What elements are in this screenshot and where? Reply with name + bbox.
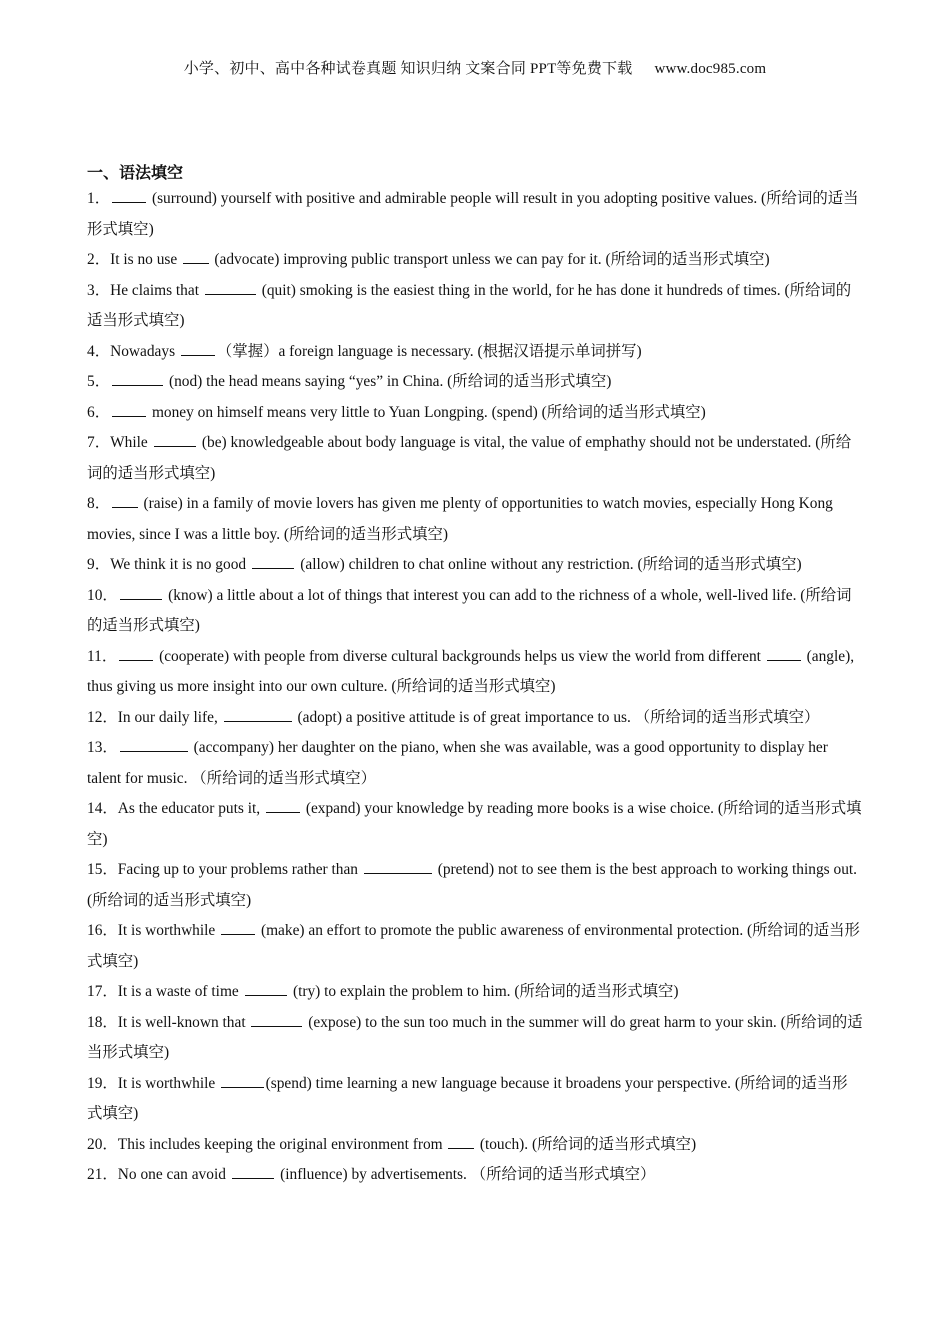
question-number: 10．	[87, 586, 118, 604]
answer-blank[interactable]	[183, 249, 209, 264]
question-text-after-blank: (cooperate) with people from diverse cultural backgrounds helps us view the world from different	[155, 647, 765, 665]
question-text-after-blank: (surround) yourself with positive and admirable people will result in you adopting positive values. (所给词的适当形式填空)	[87, 190, 859, 238]
question-text-after-blank: (nod) the head means saying “yes” in China. (所给词的适当形式填空)	[165, 373, 612, 390]
answer-blank[interactable]	[252, 554, 295, 569]
question-item	[87, 794, 863, 855]
question-item	[87, 428, 863, 489]
question-text-before-blank: In our daily life,	[117, 708, 222, 726]
question-number: 11．	[87, 647, 118, 665]
question-text-before-blank: It is worthwhile	[117, 922, 220, 939]
answer-blank[interactable]	[224, 707, 292, 722]
question-text-before-blank: This includes keeping the original environment from	[117, 1135, 447, 1153]
answer-blank[interactable]	[112, 371, 163, 386]
question-number: 15．	[87, 861, 118, 878]
question-item	[87, 1069, 863, 1130]
answer-blank[interactable]	[221, 920, 255, 935]
question-number: 2．	[87, 251, 111, 268]
answer-blank[interactable]	[119, 646, 153, 661]
question-item	[87, 550, 863, 581]
question-item	[87, 184, 863, 245]
answer-blank[interactable]	[245, 981, 288, 996]
question-text-after-blank: (be) knowledgeable about body language is vital, the value of emphathy should not be understated. (所给词的适当形式填空)	[87, 434, 852, 482]
question-text-before-blank: He claims that	[110, 281, 203, 299]
question-number: 9．	[87, 556, 111, 573]
question-item	[87, 337, 863, 368]
question-number: 1．	[87, 190, 111, 207]
question-item	[87, 642, 863, 703]
question-number: 14．	[87, 800, 118, 817]
question-number: 8．	[87, 495, 111, 512]
question-number: 18．	[87, 1013, 118, 1031]
answer-blank[interactable]	[448, 1134, 474, 1149]
question-number: 20．	[87, 1135, 118, 1153]
question-item	[87, 1008, 863, 1069]
question-text-after-blank: (touch). (所给词的适当形式填空)	[475, 1135, 697, 1153]
header-site-link[interactable]: www.doc985.com	[654, 61, 767, 77]
question-item	[87, 855, 863, 916]
question-number: 12．	[87, 708, 118, 726]
answer-blank[interactable]	[232, 1164, 275, 1179]
question-text-after-blank: money on himself means very little to Yuan Longping. (spend) (所给词的适当形式填空)	[148, 403, 706, 421]
question-number: 6．	[87, 403, 111, 421]
question-number: 16．	[87, 922, 118, 939]
question-number: 13．	[87, 739, 118, 756]
answer-blank[interactable]	[251, 1012, 302, 1027]
question-item	[87, 245, 863, 276]
question-text-before-blank: While	[110, 434, 152, 451]
question-text-before-blank: No one can avoid	[117, 1166, 230, 1183]
answer-blank[interactable]	[181, 341, 215, 356]
question-text-after-blank: (spend) time learning a new language because it broadens your perspective. (所给词的适当形式填空)	[87, 1074, 848, 1122]
question-list	[87, 184, 863, 1191]
question-number: 7．	[87, 434, 111, 451]
question-text-before-blank: It is well-known that	[117, 1013, 250, 1031]
question-item	[87, 489, 863, 550]
question-number: 17．	[87, 983, 118, 1000]
question-text-after-blank: (adopt) a positive attitude is of great importance to us. （所给词的适当形式填空）	[293, 708, 820, 726]
question-item	[87, 1160, 863, 1191]
question-text-after-blank: (expose) to the sun too much in the summer will do great harm to your skin. (所给词的适当形式填空)	[87, 1013, 863, 1061]
question-text-after-blank: (quit) smoking is the easiest thing in the world, for he has done it hundreds of times. (所给词的适当形式填空)	[87, 281, 852, 329]
question-item	[87, 1130, 863, 1161]
answer-blank[interactable]	[154, 432, 197, 447]
question-text-after-blank: (try) to explain the problem to him. (所给词的适当形式填空)	[289, 983, 679, 1000]
question-text-after-blank: (advocate) improving public transport unless we can pay for it. (所给词的适当形式填空)	[210, 251, 770, 268]
question-item	[87, 916, 863, 977]
answer-blank[interactable]	[767, 646, 801, 661]
question-text-after-blank: (know) a little about a lot of things that interest you can add to the richness of a whole, well-lived life. (所给词的适当形式填空)	[87, 586, 852, 634]
answer-blank[interactable]	[266, 798, 300, 813]
question-text-after-blank: (allow) children to chat online without any restriction. (所给词的适当形式填空)	[296, 556, 802, 573]
question-text-after-blank: (raise) in a family of movie lovers has given me plenty of opportunities to watch movies, especially Hong Kong movies, since I was a little boy. (所给词的适当形式填空)	[87, 495, 833, 543]
question-text-after-blank: (expand) your knowledge by reading more books is a wise choice. (所给词的适当形式填空)	[87, 800, 862, 848]
answer-blank[interactable]	[112, 188, 146, 203]
answer-blank[interactable]	[120, 737, 188, 752]
header-text: 小学、初中、高中各种试卷真题 知识归纳 文案合同 PPT等免费下载	[183, 61, 633, 77]
question-number: 5．	[87, 373, 111, 390]
question-text-after-blank: (accompany) her daughter on the piano, when she was available, was a good opportunity to display her talent for music. （所给词的适当形式填空）	[87, 739, 828, 787]
question-text-before-blank: It is no use	[110, 251, 182, 268]
answer-blank[interactable]	[364, 859, 432, 874]
question-item	[87, 977, 863, 1008]
question-text-before-blank: Nowadays	[110, 342, 179, 360]
question-number: 21．	[87, 1166, 118, 1183]
question-text-before-blank: It is worthwhile	[117, 1074, 220, 1092]
page-header	[0, 57, 950, 78]
question-item	[87, 733, 863, 794]
question-item	[87, 276, 863, 337]
answer-blank[interactable]	[112, 493, 138, 508]
question-item	[87, 398, 863, 429]
answer-blank[interactable]	[120, 585, 163, 600]
answer-blank[interactable]	[221, 1073, 264, 1088]
question-number: 19．	[87, 1074, 118, 1092]
question-item	[87, 367, 863, 398]
question-number: 3．	[87, 281, 111, 299]
question-text-after-blank: (angle), thus giving us more insight into our own culture. (所给词的适当形式填空)	[87, 647, 855, 695]
question-text-before-blank: We think it is no good	[110, 556, 250, 573]
question-text-after-blank: (pretend) not to see them is the best approach to working things out. (所给词的适当形式填空)	[87, 861, 858, 909]
answer-blank[interactable]	[112, 402, 146, 417]
question-text-after-blank: (influence) by advertisements. （所给词的适当形式填空）	[276, 1166, 656, 1183]
question-number: 4．	[87, 342, 111, 360]
question-text-after-blank: (make) an effort to promote the public awareness of environmental protection. (所给词的适当形式填空)	[87, 922, 860, 970]
question-text-after-blank: （掌握）a foreign language is necessary. (根据汉语提示单词拼写)	[216, 342, 642, 360]
question-text-before-blank: As the educator puts it,	[117, 800, 264, 817]
question-text-before-blank: It is a waste of time	[117, 983, 243, 1000]
question-item	[87, 703, 863, 734]
question-item	[87, 581, 863, 642]
answer-blank[interactable]	[205, 280, 256, 295]
section-title: 一、语法填空	[87, 163, 184, 182]
question-text-before-blank: Facing up to your problems rather than	[117, 861, 362, 878]
